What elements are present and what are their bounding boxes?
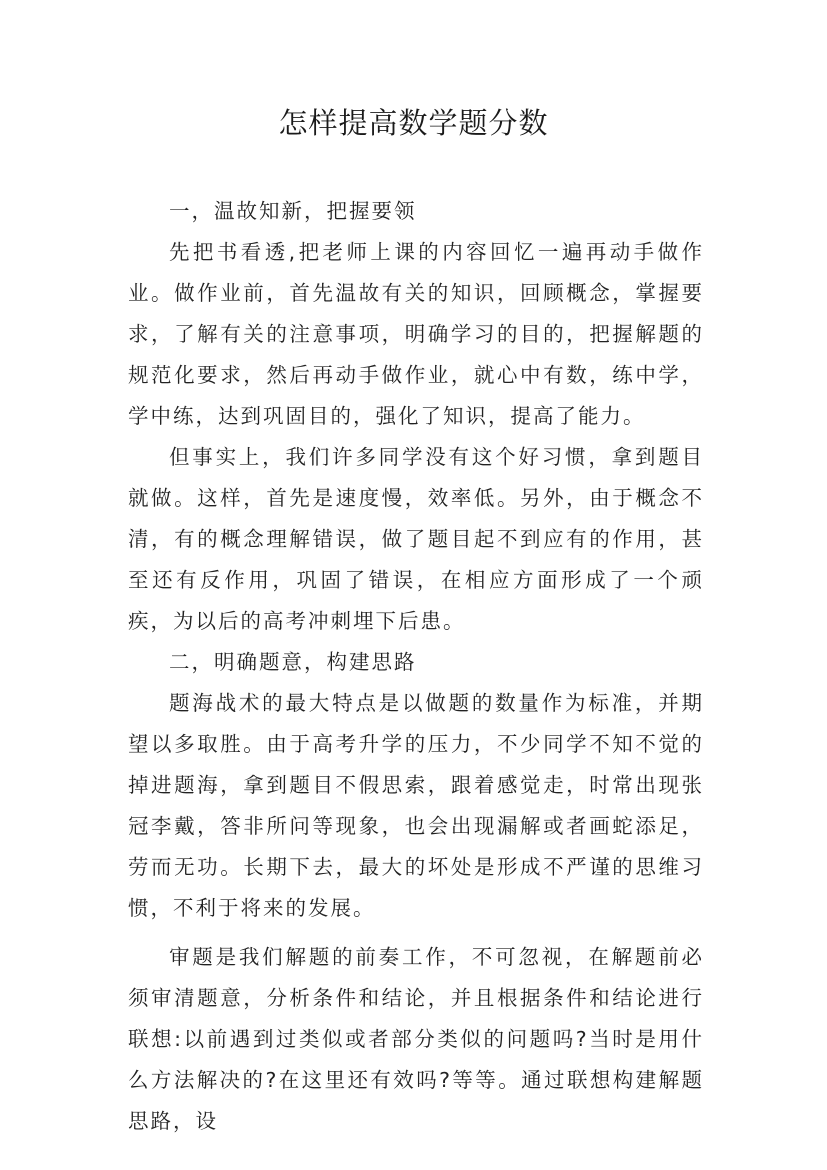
section-heading-1: 一，温故知新，把握要领 [169, 199, 417, 223]
section-heading-2: 二，明确题意，构建思路 [169, 650, 417, 674]
paragraph: 但事实上，我们许多同学没有这个好习惯，拿到题目就做。这样，首先是速度慢，效率低。另外，由于概念不清，有的概念理解错误，做了题目起不到应有的作用，甚至还有反作用，巩固了错误，在相应方面形成了一个顽疾，为以后的高考冲刺埋下后患。 [128, 445, 704, 633]
document-body [128, 191, 704, 1142]
paragraph: 审题是我们解题的前奏工作，不可忽视，在解题前必须审清题意，分析条件和结论，并且根据条件和结论进行联想:以前遇到过类似或者部分类似的问题吗?当时是用什么方法解决的?在这里还有效吗?等等。通过联想构建解题思路，设 [128, 945, 704, 1133]
document-title: 怎样提高数学题分数 [278, 106, 549, 140]
paragraph: 题海战术的最大特点是以做题的数量作为标准，并期望以多取胜。由于高考升学的压力，不少同学不知不觉的掉进题海，拿到题目不假思索，跟着感觉走，时常出现张冠李戴，答非所问等现象，也会出现漏解或者画蛇添足，劳而无功。长期下去，最大的坏处是形成不严谨的思维习惯，不利于将来的发展。 [128, 691, 704, 920]
paragraph: 先把书看透,把老师上课的内容回忆一遍再动手做作业。做作业前，首先温故有关的知识，回顾概念，掌握要求，了解有关的注意事项，明确学习的目的，把握解题的规范化要求，然后再动手做作业，就心中有数，练中学，学中练，达到巩固目的，强化了知识，提高了能力。 [128, 240, 704, 428]
